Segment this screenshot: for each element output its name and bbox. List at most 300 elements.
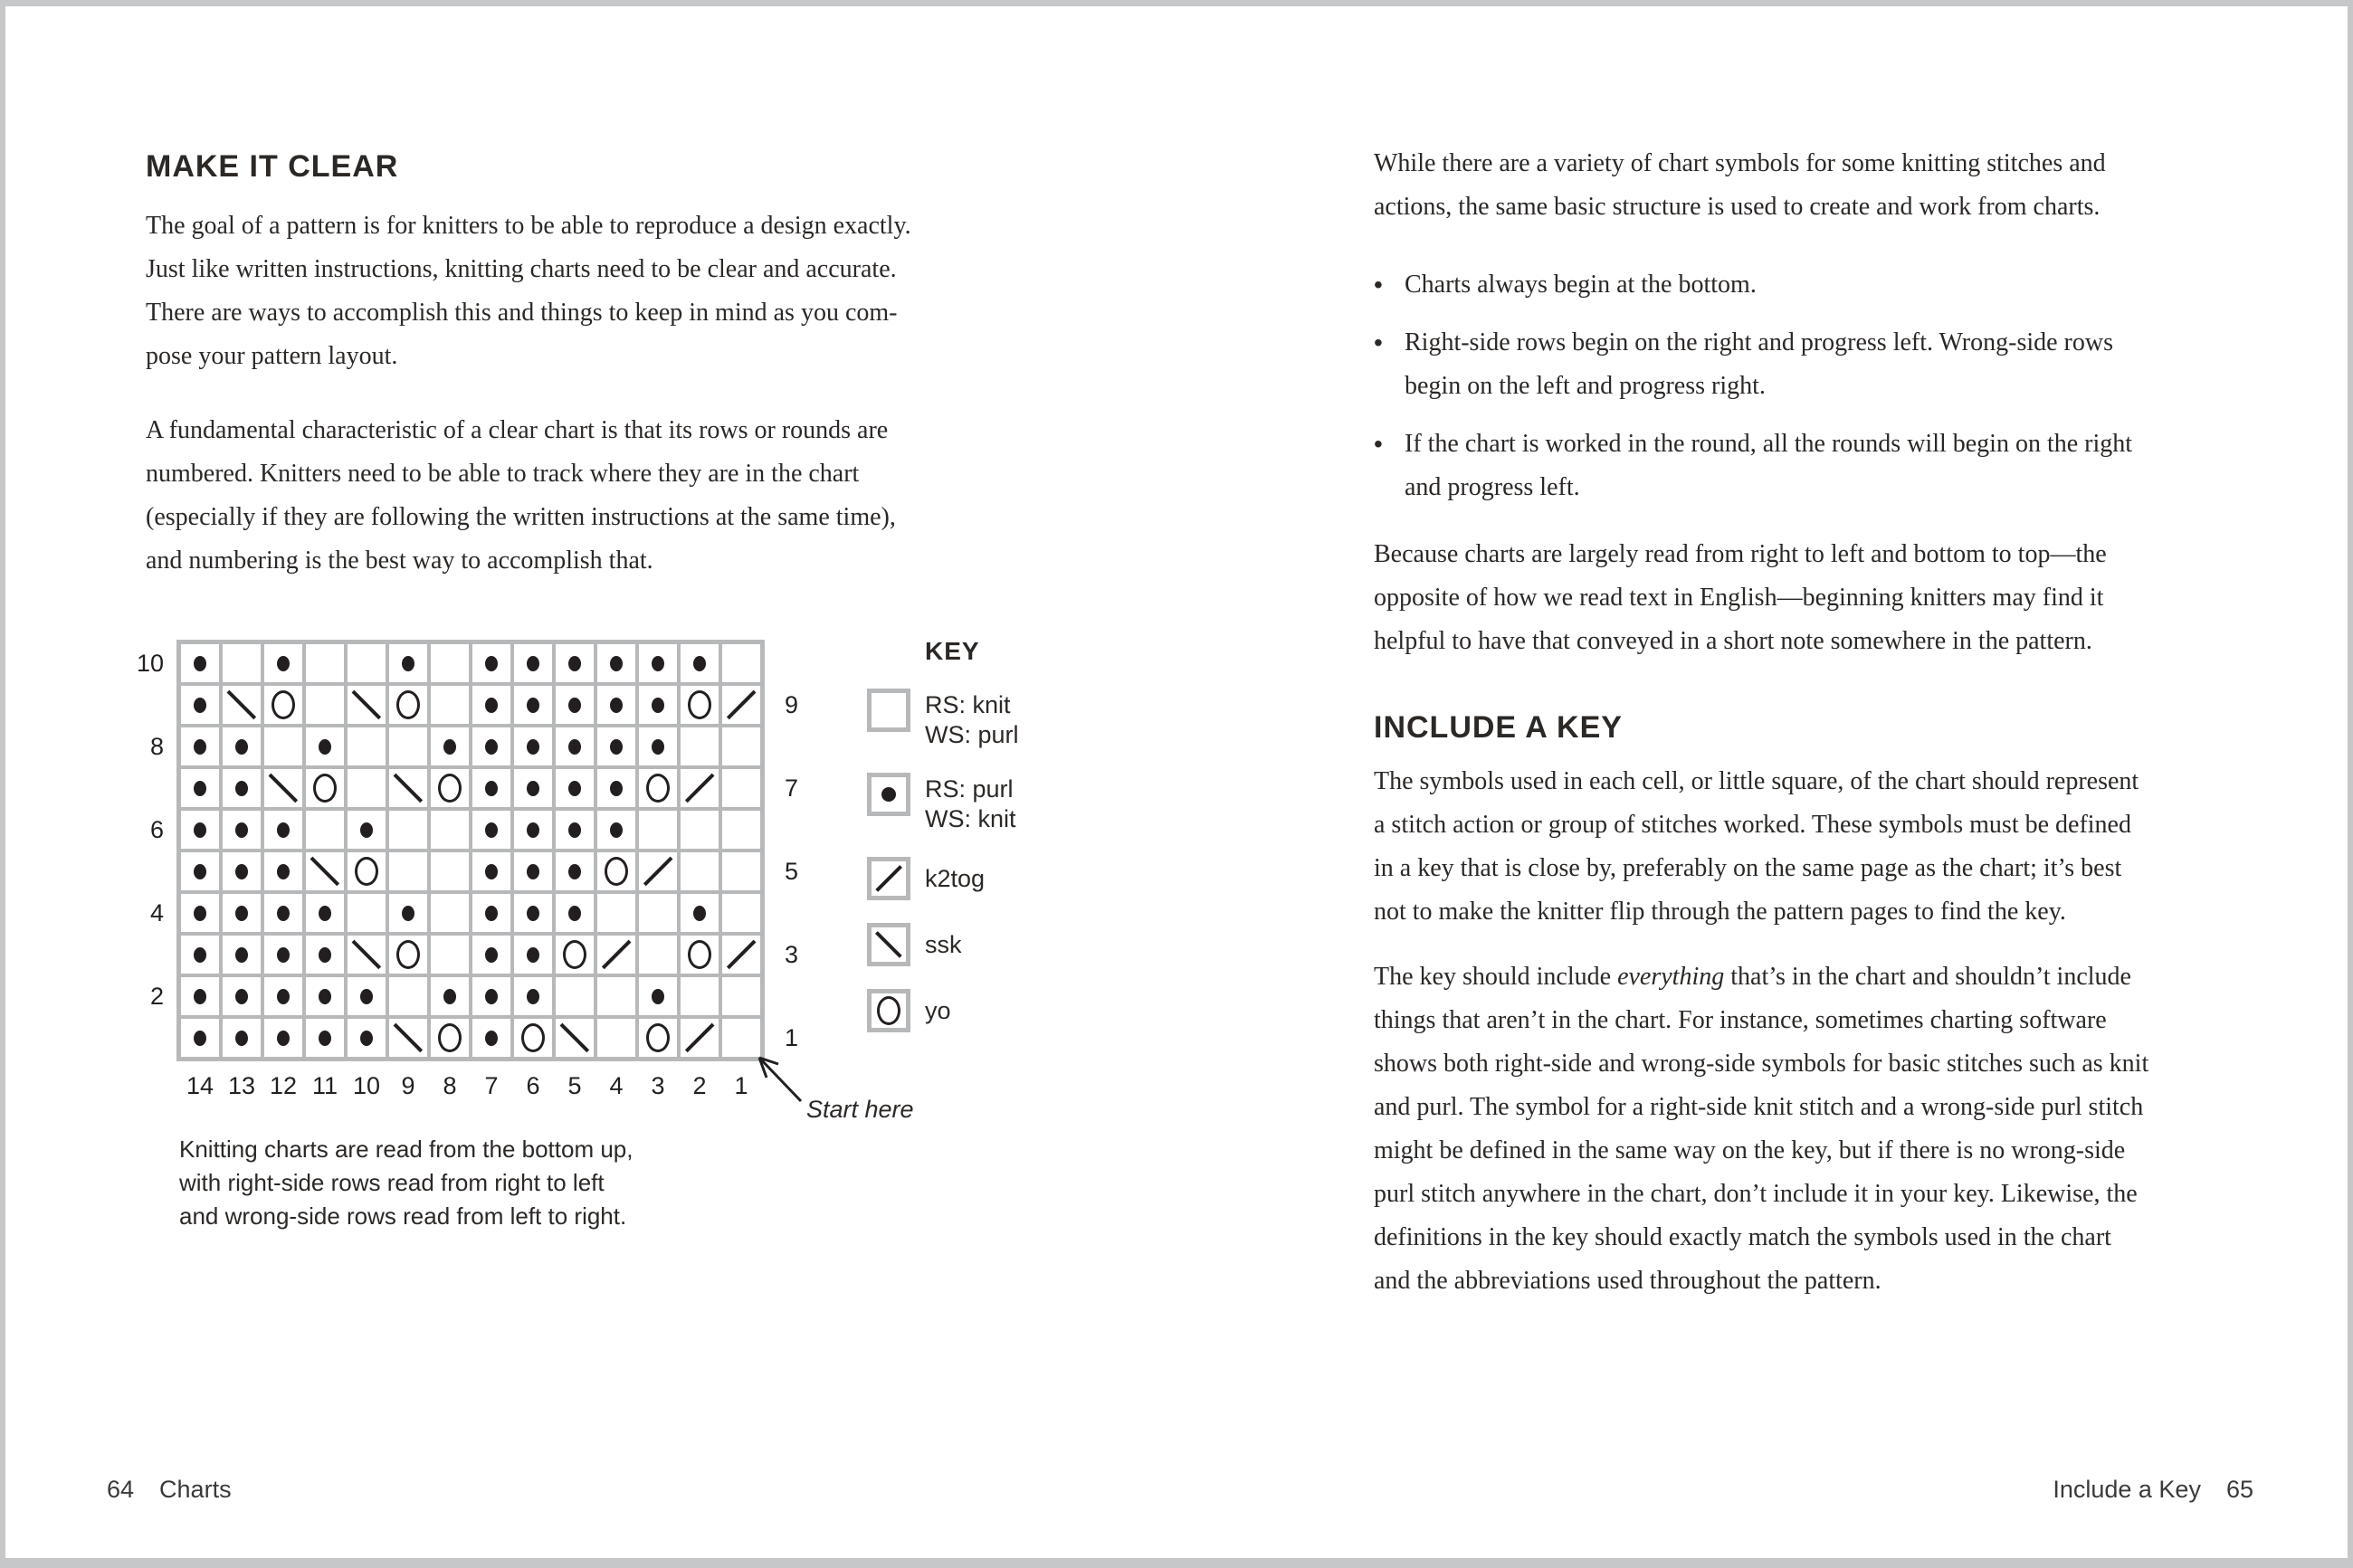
chart-cell xyxy=(264,727,302,765)
chart-cell xyxy=(722,894,760,932)
purl-dot-symbol xyxy=(610,822,623,838)
chart-grid-box xyxy=(176,640,765,1061)
text-line: with right-side rows read from right to left xyxy=(179,1169,605,1196)
chart-cell xyxy=(514,811,552,849)
text-line: definitions in the key should exactly match the symbols used in the chart xyxy=(1374,1223,2111,1251)
purl-dot-symbol xyxy=(402,656,414,671)
ssk-symbol xyxy=(875,931,901,957)
paragraph xyxy=(1374,142,2288,229)
purl-dot-symbol xyxy=(443,739,456,755)
paragraph xyxy=(1374,760,2288,934)
chart-cell xyxy=(181,852,219,890)
list-item-text xyxy=(1405,321,2113,408)
purl-dot-symbol xyxy=(568,739,581,755)
key-label xyxy=(925,857,985,900)
chart-cell xyxy=(348,1019,386,1057)
text-line: Knitting charts are read from the bottom up, xyxy=(179,1136,634,1163)
chart-cell xyxy=(597,769,635,807)
chart-cell xyxy=(639,977,677,1015)
ssk-symbol xyxy=(394,774,423,803)
chart-cell xyxy=(348,811,386,849)
row-number xyxy=(785,977,815,1015)
purl-dot-symbol xyxy=(568,698,581,713)
text-line: things that aren’t in the chart. For instance, sometimes charting software xyxy=(1374,1006,2107,1034)
chart-cell xyxy=(348,727,386,765)
chart-cell xyxy=(556,977,594,1015)
chart-cell xyxy=(639,727,677,765)
bullet-icon: • xyxy=(1374,328,1383,356)
chart-cell xyxy=(556,936,594,974)
row-number: 1 xyxy=(785,1024,799,1051)
row-numbers-right xyxy=(765,640,815,1060)
purl-dot-symbol xyxy=(235,739,248,755)
chart-cell xyxy=(348,686,386,724)
ssk-symbol xyxy=(269,774,298,803)
chart-cell xyxy=(722,686,760,724)
chart-cell xyxy=(264,644,302,682)
purl-dot-symbol xyxy=(319,989,331,1004)
row-number xyxy=(785,727,815,765)
chart-cell xyxy=(223,769,261,807)
chart-cell xyxy=(348,852,386,890)
chart-cell xyxy=(556,852,594,890)
chart-cell xyxy=(306,852,344,890)
right-page-footer xyxy=(2053,1476,2253,1504)
chart-cell xyxy=(306,811,344,849)
chart-cell xyxy=(431,727,469,765)
purl-dot-symbol xyxy=(527,656,539,671)
text-line: While there are a variety of chart symbols for some knitting stitches and xyxy=(1374,149,2106,177)
text-line: purl stitch anywhere in the chart, don’t include it in your key. Likewise, the xyxy=(1374,1180,2138,1208)
row-numbers-left xyxy=(137,640,176,1060)
purl-dot-symbol xyxy=(235,947,248,963)
paragraph xyxy=(1374,955,2288,1303)
k2tog-symbol xyxy=(727,690,756,719)
key-items xyxy=(867,689,1019,1032)
purl-dot-symbol xyxy=(485,864,498,879)
ssk-symbol xyxy=(352,690,381,719)
row-number xyxy=(137,686,176,724)
row-number xyxy=(137,769,176,807)
purl-dot-symbol xyxy=(194,698,206,713)
chart-cell xyxy=(389,727,427,765)
chart-cell xyxy=(722,811,760,849)
column-number: 3 xyxy=(651,1072,665,1099)
chart-cell xyxy=(722,769,760,807)
text-line: WS: purl xyxy=(925,721,1019,748)
chart-cell xyxy=(639,852,677,890)
chart-cell xyxy=(348,894,386,932)
purl-dot-symbol xyxy=(235,864,248,879)
chart-cell xyxy=(556,644,594,682)
column-number: 4 xyxy=(609,1072,624,1099)
key-item xyxy=(867,689,1019,750)
left-page-footer xyxy=(107,1476,232,1504)
purl-dot-symbol xyxy=(443,989,456,1004)
chart-cell xyxy=(181,1019,219,1057)
chart-cell xyxy=(431,1019,469,1057)
chart-cell xyxy=(181,977,219,1015)
chart-cell xyxy=(472,769,510,807)
chart-cell xyxy=(597,977,635,1015)
key-label xyxy=(925,989,951,1032)
section-name: Include a Key xyxy=(2053,1476,2201,1503)
chart-cell xyxy=(389,1019,427,1057)
text-line: might be defined in the same way on the key, but if there is no wrong-side xyxy=(1374,1136,2126,1164)
purl-dot-symbol xyxy=(610,698,623,713)
row-number: 5 xyxy=(785,858,799,885)
column-number: 14 xyxy=(186,1072,214,1099)
chart-cell xyxy=(681,852,719,890)
purl-dot-symbol xyxy=(194,739,206,755)
yarn-over-symbol xyxy=(605,857,628,886)
chart-cell xyxy=(681,727,719,765)
text-line: (especially if they are following the written instructions at the same time), xyxy=(146,503,896,531)
chart-cell xyxy=(514,1019,552,1057)
chart-cell xyxy=(306,686,344,724)
ssk-symbol xyxy=(310,857,339,886)
purl-dot-symbol xyxy=(194,947,206,963)
chart-cell xyxy=(639,644,677,682)
chart-cell xyxy=(597,727,635,765)
row-number: 10 xyxy=(137,650,165,677)
chart-cell xyxy=(389,936,427,974)
chart-cell xyxy=(181,811,219,849)
purl-dot-symbol xyxy=(485,906,498,921)
text-line: There are ways to accomplish this and things to keep in mind as you com- xyxy=(146,299,898,327)
section-heading: INCLUDE A KEY xyxy=(1374,710,1623,745)
right-page-column xyxy=(1374,142,2288,1303)
chart-cell xyxy=(722,852,760,890)
k2tog-key-symbol xyxy=(867,857,910,900)
purl-dot-symbol xyxy=(277,906,290,921)
chart-cell xyxy=(556,811,594,849)
chart-cell xyxy=(597,936,635,974)
page-number: 65 xyxy=(2225,1476,2253,1503)
ssk-symbol xyxy=(394,1023,423,1052)
yarn-over-symbol xyxy=(877,996,900,1025)
text-line: and the abbreviations used throughout the pattern. xyxy=(1374,1267,1881,1295)
chart-cell xyxy=(514,936,552,974)
chart-cell xyxy=(181,727,219,765)
paragraph-rest xyxy=(1374,999,2288,1303)
purl-dot-symbol xyxy=(360,822,373,838)
chart-cell xyxy=(389,977,427,1015)
purl-dot-symbol xyxy=(277,947,290,963)
chart-cell xyxy=(472,686,510,724)
chart-cell xyxy=(223,644,261,682)
row-number xyxy=(137,1019,176,1057)
chart-cell xyxy=(431,936,469,974)
chart-caption xyxy=(179,1133,633,1233)
text-line: yo xyxy=(925,997,951,1024)
chart-cell xyxy=(223,1019,261,1057)
column-number: 1 xyxy=(734,1072,748,1099)
chart-cell xyxy=(223,811,261,849)
column-number: 2 xyxy=(692,1072,707,1099)
chart-cell xyxy=(181,644,219,682)
purl-dot-symbol xyxy=(485,1031,498,1046)
chart-cell xyxy=(348,936,386,974)
chart-cell xyxy=(722,644,760,682)
chart-cell xyxy=(264,936,302,974)
purl-dot-symbol xyxy=(277,989,290,1004)
text-line: shows both right-side and wrong-side symbols for basic stitches such as knit xyxy=(1374,1050,2149,1078)
k2tog-symbol xyxy=(875,865,901,891)
list-item xyxy=(1374,321,2288,408)
purl-dot-symbol xyxy=(568,864,581,879)
purl-dot-symbol xyxy=(568,906,581,921)
yarn-over-symbol xyxy=(313,774,337,803)
chart-cell xyxy=(681,894,719,932)
key-item xyxy=(867,773,1019,834)
left-page-column xyxy=(146,149,1051,583)
purl-dot-symbol xyxy=(319,1031,331,1046)
purl-dot-symbol xyxy=(235,822,248,838)
yarn-over-symbol xyxy=(272,690,295,719)
purl-dot-symbol xyxy=(235,1031,248,1046)
purl-dot-symbol xyxy=(652,656,664,671)
text-line: RS: purl xyxy=(925,775,1014,803)
chart-cell xyxy=(597,894,635,932)
chart-cell xyxy=(306,644,344,682)
chart-cell xyxy=(306,727,344,765)
purl-dot-symbol xyxy=(610,656,623,671)
chart-grid xyxy=(181,644,760,1057)
purl-dot-symbol xyxy=(568,822,581,838)
chart-cell xyxy=(639,769,677,807)
purl-dot-symbol xyxy=(610,739,623,755)
text-line: pose your pattern layout. xyxy=(146,342,398,370)
chart-cell xyxy=(472,644,510,682)
purl-dot-symbol xyxy=(485,947,498,963)
page-title: MAKE IT CLEAR xyxy=(146,149,399,184)
chart-cell xyxy=(389,811,427,849)
chart-cell xyxy=(597,811,635,849)
purl-dot-symbol xyxy=(652,739,664,755)
purl-dot-symbol xyxy=(527,864,539,879)
column-number: 6 xyxy=(526,1072,540,1099)
text-line: Because charts are largely read from right to left and bottom to top—the xyxy=(1374,540,2107,568)
chart-cell xyxy=(597,1019,635,1057)
key-title: KEY xyxy=(925,637,980,665)
row-number xyxy=(137,936,176,974)
purl-dot-symbol xyxy=(277,1031,290,1046)
purl-dot-symbol xyxy=(194,906,206,921)
chart-cell xyxy=(556,686,594,724)
column-number: 7 xyxy=(484,1072,499,1099)
chart-cell xyxy=(223,727,261,765)
chart-cell xyxy=(514,727,552,765)
chart-cell xyxy=(264,811,302,849)
purl-dot-symbol xyxy=(402,906,414,921)
k2tog-symbol xyxy=(685,774,714,803)
row-number xyxy=(785,811,815,849)
emphasized-word: everything xyxy=(1617,963,1725,991)
ssk-symbol xyxy=(227,690,256,719)
key-item xyxy=(867,923,1019,966)
yarn-over-symbol xyxy=(438,1023,462,1052)
chart-cell xyxy=(514,644,552,682)
chart-cell xyxy=(181,894,219,932)
text-line: and numbering is the best way to accomplish that. xyxy=(146,546,653,575)
purl-dot-symbol xyxy=(235,906,248,921)
chart-cell xyxy=(639,894,677,932)
chart-cell xyxy=(264,1019,302,1057)
yarn-over-symbol xyxy=(396,690,420,719)
k2tog-symbol xyxy=(643,857,672,886)
k2tog-symbol xyxy=(685,1023,714,1052)
row-number xyxy=(785,644,815,682)
text-line: numbered. Knitters need to be able to track where they are in the chart xyxy=(146,460,860,488)
purl-dot-symbol xyxy=(527,822,539,838)
key-label xyxy=(925,923,962,966)
purl-dot-symbol xyxy=(485,989,498,1004)
column-number: 9 xyxy=(401,1072,415,1099)
purl-dot-symbol xyxy=(485,656,498,671)
text-segment: that’s in the chart and shouldn’t include xyxy=(1724,963,2131,991)
row-number: 4 xyxy=(149,899,164,927)
chart-cell xyxy=(264,894,302,932)
text-line: A fundamental characteristic of a clear chart is that its rows or rounds are xyxy=(146,416,889,444)
yarn-over-symbol xyxy=(355,857,378,886)
key-item xyxy=(867,989,1019,1032)
chart-cell xyxy=(348,977,386,1015)
purl-dot-symbol xyxy=(568,656,581,671)
text-line: k2tog xyxy=(925,865,986,892)
purl-dot-symbol xyxy=(319,739,331,755)
chart-cell xyxy=(181,769,219,807)
chart-cell xyxy=(389,686,427,724)
chart-cell xyxy=(722,977,760,1015)
start-here-label: Start here xyxy=(806,1096,914,1123)
list-item-text xyxy=(1405,423,2132,509)
purl-dot-symbol xyxy=(194,989,206,1004)
purl-dot-symbol xyxy=(319,947,331,963)
purl-dot-symbol xyxy=(610,781,623,796)
chart-cell xyxy=(681,769,719,807)
bullet-icon: • xyxy=(1374,430,1383,458)
text-line: The symbols used in each cell, or little square, of the chart should represent xyxy=(1374,767,2139,795)
purl-dot-symbol xyxy=(194,1031,206,1046)
chart-cell xyxy=(556,727,594,765)
chart-cell xyxy=(472,727,510,765)
text-line: helpful to have that conveyed in a short note somewhere in the pattern. xyxy=(1374,627,2092,655)
purl-dot-symbol xyxy=(277,864,290,879)
chart-cell xyxy=(681,644,719,682)
purl-dot-symbol xyxy=(881,787,896,802)
page-number: 64 xyxy=(107,1476,135,1503)
purl-dot-symbol xyxy=(194,864,206,879)
chart-cell xyxy=(514,686,552,724)
chart-cell xyxy=(431,894,469,932)
chart-cell xyxy=(556,769,594,807)
purl-dot-symbol xyxy=(527,947,539,963)
yarn-over-symbol xyxy=(438,774,462,803)
purl-dot-symbol xyxy=(527,739,539,755)
text-line: actions, the same basic structure is used to create and work from charts. xyxy=(1374,193,2101,221)
yarn-over-symbol xyxy=(646,1023,670,1052)
column-number: 10 xyxy=(352,1072,381,1099)
chart-cell xyxy=(639,811,677,849)
purl-dot-symbol xyxy=(194,822,206,838)
chart-cell xyxy=(556,1019,594,1057)
column-number: 12 xyxy=(269,1072,298,1099)
purl-dot-symbol xyxy=(568,781,581,796)
chart-cell xyxy=(681,977,719,1015)
purl-dot-symbol xyxy=(485,781,498,796)
column-number: 5 xyxy=(567,1072,582,1099)
chart-cell xyxy=(722,727,760,765)
purl-dot-symbol xyxy=(194,781,206,796)
chart-cell xyxy=(223,936,261,974)
purl-dot-symbol xyxy=(319,906,331,921)
chart-cell xyxy=(389,769,427,807)
chart-cell xyxy=(431,977,469,1015)
text-line: RS: knit xyxy=(925,691,1011,718)
purl-dot-symbol xyxy=(485,739,498,755)
row-number: 8 xyxy=(149,733,164,760)
chart-cell xyxy=(223,894,261,932)
text-segment: The key should include xyxy=(1374,963,1618,991)
chart-cell xyxy=(472,894,510,932)
ssk-key-symbol xyxy=(867,923,910,966)
chart-cell xyxy=(306,936,344,974)
row-number xyxy=(137,852,176,890)
chart-cell xyxy=(389,644,427,682)
text-line: in a key that is close by, preferably on the same page as the chart; it’s best xyxy=(1374,854,2122,882)
chart-cell xyxy=(597,644,635,682)
page-paper xyxy=(5,6,2348,1558)
chart-cell xyxy=(431,644,469,682)
purl-dot-key-symbol xyxy=(867,773,910,816)
chart-cell xyxy=(431,852,469,890)
bullet-list xyxy=(1374,263,2288,509)
purl-dot-symbol xyxy=(360,1031,373,1046)
chart-cell xyxy=(223,686,261,724)
row-number: 2 xyxy=(149,983,164,1010)
chart-cell xyxy=(597,686,635,724)
chart-cell xyxy=(514,769,552,807)
bullet-icon: • xyxy=(1374,271,1383,299)
yarn-over-symbol xyxy=(396,940,420,969)
text-line: opposite of how we read text in English—beginning knitters may find it xyxy=(1374,584,2104,612)
chart-cell xyxy=(306,1019,344,1057)
chart-key xyxy=(867,637,1019,1032)
chart-cell xyxy=(181,936,219,974)
column-number: 8 xyxy=(443,1072,457,1099)
purl-dot-symbol xyxy=(485,698,498,713)
row-number: 7 xyxy=(785,774,799,802)
row-number: 9 xyxy=(785,691,799,718)
chart-cell xyxy=(223,977,261,1015)
section-name: Charts xyxy=(159,1476,232,1503)
chart-cell xyxy=(223,852,261,890)
chart-cell xyxy=(514,852,552,890)
chart-cell xyxy=(639,686,677,724)
text-line: Just like written instructions, knitting charts need to be clear and accurate. xyxy=(146,255,897,283)
chart-cell xyxy=(639,1019,677,1057)
chart-cell xyxy=(264,686,302,724)
chart-cell xyxy=(431,811,469,849)
text-line: If the chart is worked in the round, all the rounds will begin on the right xyxy=(1405,430,2133,458)
row-number xyxy=(785,894,815,932)
knit-blank-key-symbol xyxy=(867,689,910,732)
purl-dot-symbol xyxy=(527,906,539,921)
text-line: a stitch action or group of stitches worked. These symbols must be defined xyxy=(1374,811,2131,839)
chart-cell xyxy=(639,936,677,974)
text-line xyxy=(1374,955,2288,999)
